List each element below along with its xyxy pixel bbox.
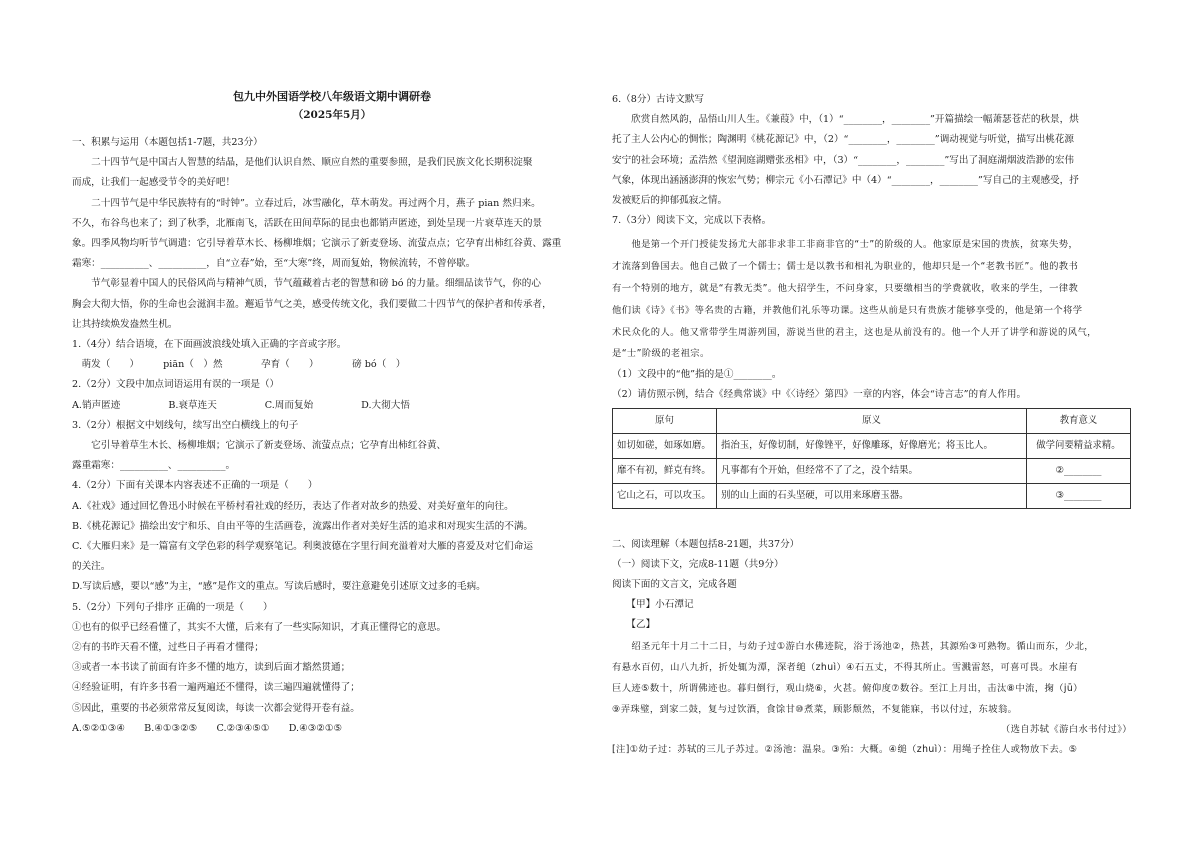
right-column xyxy=(612,0,1132,760)
table-header-significance: 教育意义 xyxy=(1027,408,1131,433)
table-cell: 别的山上面的石头坚硬，可以用来琢磨玉器。 xyxy=(717,483,1027,508)
table-header-row xyxy=(613,408,1131,433)
text-line: D.写读后感，要以“感”为主，“感”是作文的重点。写读后感时，要注意避免引述原文过多的毛病。 xyxy=(72,581,486,593)
text-line: ①也有的似乎已经看懂了，其实不大懂，后来有了一些实际知识，才真正懂得它的意思。 xyxy=(72,621,447,633)
table-row xyxy=(613,433,1131,458)
table-cell: 做学问要精益求精。 xyxy=(1027,433,1131,458)
text-line: 【乙】 xyxy=(612,619,656,631)
section-one-text xyxy=(72,133,592,739)
text-line: B.《桃花源记》描绘出安宁和乐、自由平等的生活画卷，流露出作者对美好生活的追求和对现实生活的不满。 xyxy=(72,520,534,532)
table-row xyxy=(613,483,1131,508)
table-row xyxy=(613,458,1131,483)
text-line: 不久，布谷鸟也来了；到了秋季，北雁南飞，活跃在田间草际的昆虫也都销声匿迹，到处呈现一片衰草连天的景 xyxy=(72,217,543,229)
text-line: 3.（2分）根据文中划线句，续写出空白横线上的句子 xyxy=(72,419,299,431)
text-line: 霜寒：__________、__________，自“立春”始，至“大寒”终，周而复始，物候流转，不曾停歇。 xyxy=(72,258,476,270)
passage-line: 术民众化的人。他又常带学生周游列国，游说当世的君主，这也是从前没有的。他一个人开了讲学和游说的风气， xyxy=(612,326,1097,338)
text-line: A.《社戏》通过回忆鲁迅小时候在平桥村看社戏的经历，表达了作者对故乡的热爱、对美好童年的向往。 xyxy=(72,500,514,512)
passage-notes: [注]①幼子过：苏轼的三儿子苏过。②汤池：温泉。③殆：大概。④缒（zhuì）：用绳子拴住人或物放下去。⑤ xyxy=(612,743,1078,755)
table-header-original: 原句 xyxy=(613,408,717,433)
text-line: 节气彰显着中国人的民俗风尚与精神气质，节气蕴藏着古老的智慧和磅 bó 的力量。细细品读节气，你的心 xyxy=(72,278,541,290)
passage-source: （选自苏轼《游白水书付过》） xyxy=(1000,723,1132,735)
text-line: A.⑤②①③④ B.④①③②⑤ C.②③④⑤① D.④③②①⑤ xyxy=(72,722,343,734)
text-line: 7.（3分）阅读下文，完成以下表格。 xyxy=(612,215,772,227)
passage-line: ⑨弄珠璧，到家二鼓，复与过饮酒，食馀甘⑩煮菜，顾影颓然，不复能寐，书以付过，东坡翁。 xyxy=(612,703,1018,715)
text-line: 的关注。 xyxy=(72,561,111,573)
text-line: 发被贬后的抑郁孤寂之情。 xyxy=(612,195,728,207)
section-two-header xyxy=(612,535,1132,636)
text-line: 4.（2分）下面有关课本内容表述不正确的一项是（ ） xyxy=(72,480,318,492)
text-line: 二十四节气是中华民族特有的“时钟”。立春过后，冰雪融化，草木萌发。再过两个月，燕子 pian 然归来。 xyxy=(72,197,541,209)
passage-line: 是“士”阶级的老祖宗。 xyxy=(612,348,710,360)
text-line: 它引导着草生木长、杨柳堆烟；它演示了新麦登场、流萤点点；它孕育出柿红谷黄、 xyxy=(72,440,447,452)
text-line: 2.（2分）文段中加点词语运用有误的一项是（） xyxy=(72,379,280,391)
text-line: 阅读下面的文言文，完成各题 xyxy=(612,579,737,591)
exam-date: （2025年5月） xyxy=(292,109,372,121)
text-line: 胸会大彻大悟，你的生命也会滋润丰盈。邂逅节气之美，感受传统文化，我们要做二十四节气的保护者和传承者， xyxy=(72,298,552,310)
passage-line: 有一个特别的地方，就是“有教无类”。他大招学生，不问身家，只要缴相当的学费就收，收来的学生，一律教 xyxy=(612,283,1079,295)
question-7-passage xyxy=(612,234,1132,365)
text-line: 5.（2分）下列句子排序 正确的一项是（ ） xyxy=(72,601,273,613)
text-line: 二十四节气是中国古人智慧的结晶，是他们认识自然、顺应自然的重要参照，是我们民族文化长期积淀聚 xyxy=(72,157,533,169)
passage-line: 巨人迹⑤数十，所谓佛迹也。暮归倒行，观山烧⑥，火甚。俯仰度⑦数谷。至江上月出，击汰⑧中流，掬（jū） xyxy=(612,682,1083,694)
table-cell: 指治玉，好像切制，好像锉平，好像雕琢，好像磨光；将玉比人。 xyxy=(717,433,1027,458)
passage-yi-text xyxy=(612,636,1132,720)
text-line: 而成，让我们一起感受节令的美好吧！ xyxy=(72,177,236,189)
text-line: A.销声匿迹 B.衰草连天 C.周而复始 D.大彻大悟 xyxy=(72,399,410,411)
text-line: 露重霜寒：__________、__________。 xyxy=(72,460,236,472)
passage-line: 他们读《诗》《书》等名贵的古籍，并教他们礼乐等功课。这些从前是只有贵族才能够享受的，他是第一个将学 xyxy=(612,304,1083,316)
text-line: （一）阅读下文，完成8-11题（共9分） xyxy=(612,558,784,570)
text-line: 二、阅读理解（本题包括8-21题，共37分） xyxy=(612,538,800,550)
exam-title: 包九中外国语学校八年级语文期中调研卷 xyxy=(233,90,431,103)
passage-line: 他是第一个开门授徒发扬尤大部非求非工非商非官的“士”的阶级的人。他家原是宋国的贵族，贫寒失势， xyxy=(612,239,1079,251)
text-line: 安宁的社会环境；孟浩然《望洞庭湖赠张丞相》中，（3）“________，________”写出了洞庭湖烟波浩渺的宏伟 xyxy=(612,154,1075,166)
text-line: 6.（8分）古诗文默写 xyxy=(612,94,705,105)
passage-line: 才流落到鲁国去。他自己做了一个儒士；儒士是以教书和相礼为职业的，他却只是一个“老教书匠”。他的教书 xyxy=(612,261,1079,273)
table-cell: 它山之石，可以攻玉。 xyxy=(613,483,717,508)
question-7-part-1: （1）文段中的“他”指的是①________。 xyxy=(612,369,782,381)
table-header-meaning: 原义 xyxy=(717,408,1027,433)
text-line: 一、积累与运用（本题包括1-7题，共23分） xyxy=(72,137,263,148)
question-7-part-2: （2）请仿照示例，结合《经典常谈》中《〈诗经〉第四》一章的内容，体会“诗言志”的育人作用。 xyxy=(612,389,1027,401)
table-cell: 如切如磋，如琢如磨。 xyxy=(613,433,717,458)
answer-blank-cell[interactable]: ②________ xyxy=(1027,458,1131,483)
left-column xyxy=(72,0,592,739)
text-line: 【甲】小石潭记 xyxy=(612,599,694,611)
text-line: ②有的书昨天看不懂，过些日子再看才懂得； xyxy=(72,642,264,654)
text-line: 萌发（ ） piān（ ）然 孕育（ ） 磅 bó（ ） xyxy=(72,359,406,371)
text-line: 气象，体现出涵涵澎湃的恢宏气势；柳宗元《小石潭记》中（4）“________，________”写自己的主观感受，抒 xyxy=(612,174,1079,186)
text-line: ④经验证明，有许多书看一遍两遍还不懂得，读三遍四遍就懂得了； xyxy=(72,682,360,694)
text-line: 让其持续焕发盎然生机。 xyxy=(72,318,178,330)
passage-line: 有悬水百仞，山八九折，折处辄为潭，深者缒（zhuì）④石五丈，不得其所止。雪溅雷怒，可喜可畏。水崖有 xyxy=(612,661,1078,673)
answer-blank-cell[interactable]: ③________ xyxy=(1027,483,1131,508)
text-line: 欣赏自然风韵，品悟山川人生。《兼葭》中，（1）“________，________”开篇描绘一幅萧瑟苍茫的秋景，烘 xyxy=(612,114,1079,126)
text-line: C.《大雁归来》是一篇富有文学色彩的科学观察笔记。利奥波德在字里行间充溢着对大雁的喜爱及对它们命运 xyxy=(72,541,533,553)
text-line: ③或者一本书读了前面有许多不懂的地方，读到后面才豁然贯通； xyxy=(72,662,351,674)
question-6-7-text xyxy=(612,90,1132,231)
passage-line: 绍圣元年十月二十二日，与幼子过①游白水佛迹院，浴于汤池②，热甚，其源殆③可熟物。循山而东，少北， xyxy=(612,640,1094,652)
text-line: 托了主人公内心的惆怅；陶渊明《桃花源记》中，（2）“________，________”调动视觉与听觉，描写出桃花源 xyxy=(612,134,1075,146)
text-line: ⑤因此，重要的书必须常常反复阅读，每读一次都会觉得开卷有益。 xyxy=(72,702,360,714)
text-line: 1.（4分）结合语境，在下面画波浪线处填入正确的字音或字形。 xyxy=(72,339,347,351)
table-cell: 靡不有初，鲜克有终。 xyxy=(613,458,717,483)
text-line: 象。四季风物均听节气调遣：它引导着草木长、杨柳堆烟；它演示了新麦登场、流萤点点；它孕育出柿红谷黄、露重 xyxy=(72,238,562,250)
table-cell: 凡事都有个开始，但经常不了了之，没个结果。 xyxy=(717,458,1027,483)
poetry-education-table xyxy=(612,408,1131,509)
